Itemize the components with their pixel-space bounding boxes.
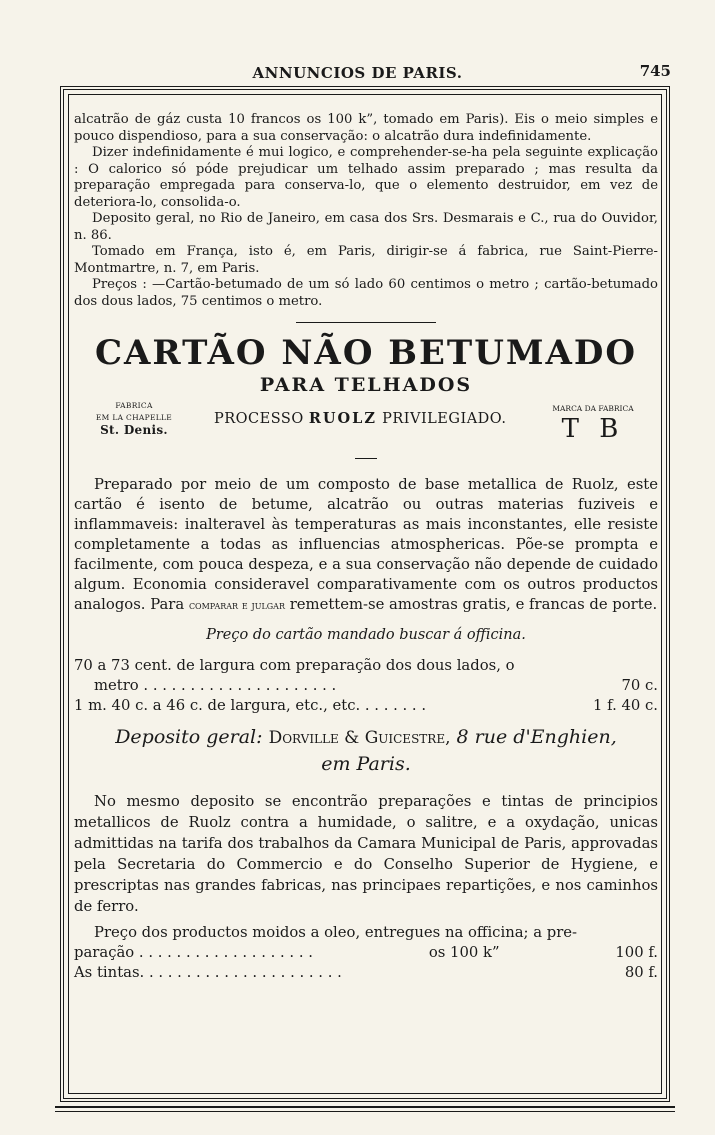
deposito-label: Deposito geral:	[115, 726, 263, 748]
intro-p1: alcatrão de gáz custa 10 francos os 100 k”, tomado em Paris). Eis o meio simples e pouco dispendioso, para a sua conservação: o alcatrão dura indefinidamente.	[74, 112, 658, 144]
separator-rule	[296, 322, 436, 323]
deposito-name: Dorville & Guicestre,	[268, 728, 451, 748]
price2-row	[74, 696, 658, 716]
marca-block	[528, 400, 658, 444]
marca-label: MARCA DA FABRICA	[552, 404, 634, 413]
ad-body-b: remettem-se amostras gratis, e francas de porte.	[289, 596, 658, 613]
processo-line	[214, 410, 506, 428]
ad-body-2: No mesmo deposito se encontrão preparações e tintas de principios metallicos de Ruolz contra a humidade, o salitre, e a oxydação, unicas admittidas na tarifa dos trabalhos da Camara Municipal de Paris, approvadas pela Secretaria do Commercio e do Conselho Superior de Hygiene, e prescriptas nas grandes fabricas, nas principaes repartições, e nos caminhos de ferro.	[74, 793, 658, 915]
processo-name: RUOLZ	[308, 410, 377, 427]
page-content	[74, 112, 658, 983]
ad-subtitle: PARA TELHADOS	[259, 374, 473, 396]
ad-body	[74, 475, 658, 615]
price1-value: 70 c.	[621, 677, 658, 694]
deposito-block	[74, 724, 658, 777]
price1-row	[74, 676, 658, 696]
ad-title: CARTÃO NÃO BETUMADO	[94, 333, 637, 373]
intro-p4: Tomado em França, isto é, em Paris, dirigir-se á fabrica, rue Saint-Pierre-Montmartre, n. 7, em Paris.	[74, 244, 658, 276]
intro-p5: Preços : —Cartão-betumado de um só lado 60 centimos o metro ; cartão-betumado dos dous lados, 75 centimos o metro.	[74, 277, 658, 309]
page-number: 745	[639, 62, 671, 80]
deposito-city: em Paris.	[321, 753, 411, 775]
trademark: T B	[561, 414, 625, 444]
processo-post: PRIVILEGIADO.	[382, 411, 507, 427]
intro-p2: Dizer indefinidamente é mui logico, e comprehender-se-ha pela seguinte explicação : O calorico só póde prejudicar um telhado assim preparado ; mas resulta da preparação empregada para conserva-lo, que o elemento destruidor, em vez de deteriora-lo, consolida-o.	[74, 145, 658, 210]
intro-p3: Deposito geral, no Rio de Janeiro, em casa dos Srs. Desmarais e C., rua do Ouvidor, n. 86.	[74, 211, 658, 243]
price1-text: 70 a 73 cent. de largura com preparação dos dous lados, o	[74, 657, 515, 674]
tintas-value: 80 f.	[624, 964, 658, 981]
price-list	[74, 656, 658, 716]
header-title: ANNUNCIOS DE PARIS.	[252, 64, 463, 82]
fabrica-label: FABRICA	[115, 401, 153, 410]
small-rule	[355, 458, 377, 459]
body3-text: Preço dos productos moidos a oleo, entregues na officina; a pre-	[94, 924, 578, 941]
processo-pre: PROCESSO	[214, 411, 304, 427]
ad-body-3	[74, 923, 658, 983]
prep-value: 100 f.	[615, 944, 658, 961]
manufacturer-row	[74, 400, 658, 452]
price2-text: 1 m. 40 c. a 46 c. de largura, etc., etc. . . . . . . .	[74, 697, 427, 714]
fabrica-city: St. Denis.	[100, 423, 168, 437]
ad-body-smallcaps: comparar e julgar	[188, 598, 285, 612]
fabrica-block	[74, 400, 194, 436]
prep-row	[74, 943, 658, 963]
tintas-row	[74, 963, 658, 983]
price1-cont: metro . . . . . . . . . . . . . . . . . . . . .	[94, 677, 337, 694]
intro-text	[74, 112, 658, 310]
prep-label: paração . . . . . . . . . . . . . . . . . . .	[74, 944, 313, 961]
fabrica-place: EM LA CHAPELLE	[95, 413, 173, 422]
bottom-rule	[55, 1106, 675, 1108]
preco-title: Preço do cartão mandado buscar á officina.	[206, 627, 526, 643]
price2-value: 1 f. 40 c.	[593, 697, 658, 714]
tintas-label: As tintas. . . . . . . . . . . . . . . . . . . . . .	[74, 964, 342, 981]
bottom-rule-thin	[55, 1111, 675, 1112]
deposito-addr: 8 rue d'Enghien,	[456, 726, 617, 748]
ad-body-a: Preparado por meio de um composto de base metallica de Ruolz, este cartão é isento de betume, alcatrão ou outras materias fuziveis e inflammaveis: inalteravel às temperaturas as mais inconstantes, elle resiste completamente a todas as influencias atmosphericas. Põe-se prompta e facilmente, com pouca despeza, e a sua conservação não depende de cuidado algum. Economia consideravel comparativamente com os outros productos analogos. Para	[74, 476, 658, 613]
page-header	[0, 60, 715, 84]
prep-qty: os 100 k”	[428, 944, 500, 961]
